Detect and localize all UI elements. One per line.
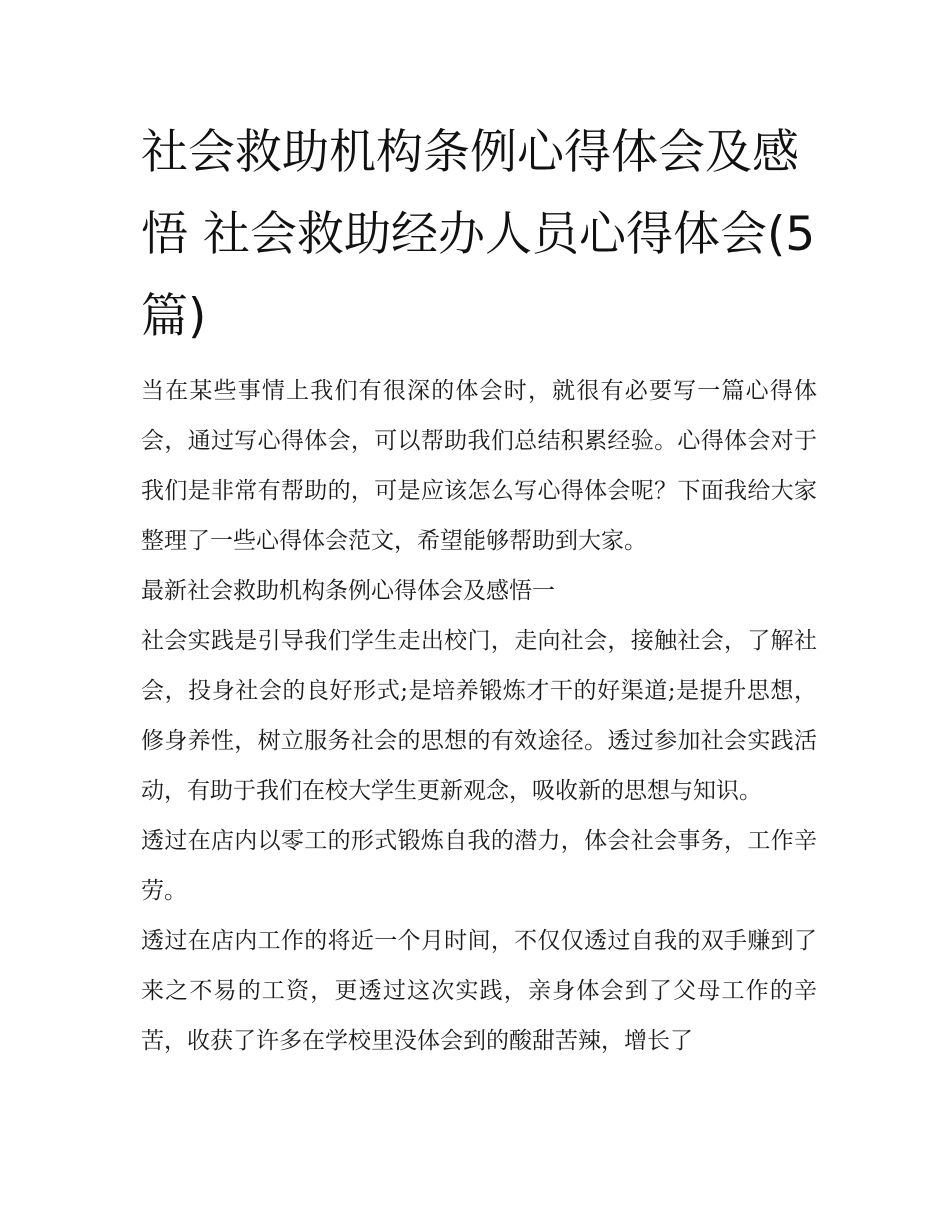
document-page xyxy=(141,112,817,1066)
document-title: 社会救助机构条例心得体会及感悟 社会救助经办人员心得体会(5篇) xyxy=(141,125,816,344)
body-paragraph: 社会实践是引导我们学生走出校门，走向社会，接触社会，了解社会，投身社会的良好形式;是培养锻炼才干的好渠道;是提升思想，修身养性，树立服务社会的思想的有效途径。透过参加社会实践活动，有助于我们在校大学生更新观念，吸收新的思想与知识。 xyxy=(141,628,817,804)
body-paragraph: 透过在店内以零工的形式锻炼自我的潜力，体会社会事务，工作辛劳。 xyxy=(141,828,817,904)
body-paragraph: 透过在店内工作的将近一个月时间，不仅仅透过自我的双手赚到了来之不易的工资，更透过这次实践，亲身体会到了父母工作的辛苦，收获了许多在学校里没体会到的酸甜苦辣，增长了 xyxy=(141,928,817,1054)
intro-paragraph: 当在某些事情上我们有很深的体会时，就很有必要写一篇心得体会，通过写心得体会，可以帮助我们总结积累经验。心得体会对于我们是非常有帮助的，可是应该怎么写心得体会呢？下面我给大家整理了一些心得体会范文，希望能够帮助到大家。 xyxy=(141,378,817,554)
document-body xyxy=(141,366,817,1066)
section-heading: 最新社会救助机构条例心得体会及感悟一 xyxy=(141,578,555,604)
